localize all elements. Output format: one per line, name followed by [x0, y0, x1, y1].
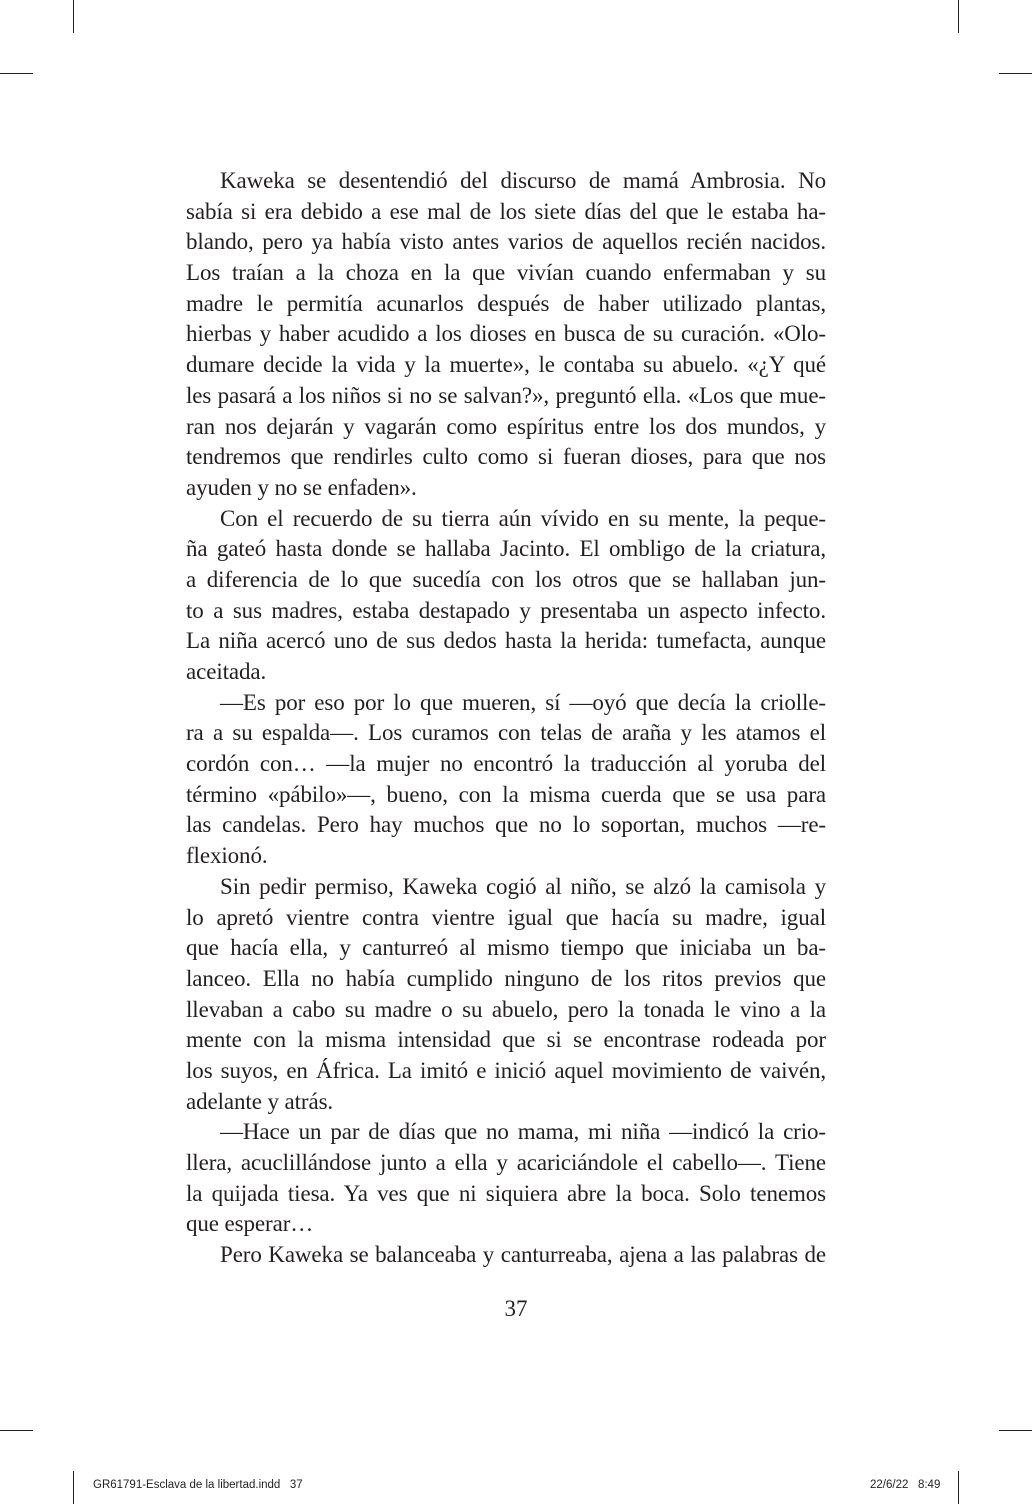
- text-line: tendremos que rendirles culto como si fueran dioses, para que nos: [186, 444, 826, 470]
- page-number: 37: [504, 1296, 528, 1321]
- text-line: —Es por eso por lo que mueren, sí —oyó que decía la criolle-: [220, 689, 826, 715]
- text-line: Kaweka se desentendió del discurso de mamá Ambrosia. No: [220, 168, 826, 193]
- text-line: les pasará a los niños si no se salvan?», preguntó ella. «Los que mue-: [186, 382, 826, 408]
- text-line: las candelas. Pero hay muchos que no lo soportan, muchos —re-: [186, 812, 826, 838]
- text-line: llera, acuclillándose junto a ella y acariciándole el cabello—. Tiene: [186, 1150, 826, 1175]
- crop-mark-top-right: [958, 0, 959, 33]
- text-line: término «pábilo»—, bueno, con la misma cuerda que se usa para: [186, 781, 826, 807]
- text-line: sabía si era debido a ese mal de los siete días del que le estaba ha-: [186, 198, 826, 224]
- text-line: cordón con… —la mujer no encontró la traducción al yoruba del: [186, 751, 826, 777]
- paragraph: [186, 1117, 826, 1240]
- text-line: la quijada tiesa. Ya ves que ni siquiera abre la boca. Solo tenemos: [186, 1180, 826, 1206]
- crop-mark-bottom-right-h: [999, 1430, 1032, 1431]
- crop-mark-bottom-left-h: [0, 1430, 33, 1431]
- body-text: [186, 166, 826, 1271]
- text-line: Pero Kaweka se balanceaba y canturreaba, ajena a las palabras de: [220, 1242, 826, 1268]
- crop-mark-bottom-left: [73, 1471, 74, 1504]
- crop-mark-top-right-h: [999, 73, 1032, 74]
- text-line: Con el recuerdo de su tierra aún vívido en su mente, la peque-: [220, 505, 826, 531]
- paragraph: [186, 1240, 826, 1271]
- text-line: llevaban a cabo su madre o su abuelo, pero la tonada le vino a la: [186, 996, 826, 1022]
- text-line: lo apretó vientre contra vientre igual que hacía su madre, igual: [186, 904, 826, 930]
- text-line: flexionó.: [186, 843, 268, 869]
- text-line: a diferencia de lo que sucedía con los otros que se hallaban jun-: [186, 566, 826, 592]
- text-line: ayuden y no se enfaden».: [186, 474, 417, 500]
- text-line: que hacía ella, y canturreó al mismo tiempo que iniciaba un ba-: [186, 935, 826, 961]
- text-line: Los traían a la choza en la que vivían cuando enfermaban y su: [186, 260, 826, 286]
- slug-file-info: GR61791-Esclava de la libertad.indd 37: [93, 1479, 303, 1491]
- paragraph: [186, 688, 826, 872]
- text-line: to a sus madres, estaba destapado y presentaba un aspecto infecto.: [186, 597, 826, 623]
- crop-mark-top-left-h: [0, 73, 33, 74]
- text-line: hierbas y haber acudido a los dioses en busca de su curación. «Olo-: [186, 321, 826, 347]
- text-line: —Hace un par de días que no mama, mi niña —indicó la crio-: [220, 1119, 826, 1145]
- text-line: adelante y atrás.: [186, 1088, 334, 1114]
- text-line: mente con la misma intensidad que si se encontrase rodeada por: [186, 1027, 826, 1053]
- paragraph: [186, 166, 826, 504]
- text-line: que esperar…: [186, 1211, 314, 1237]
- crop-mark-bottom-right: [958, 1471, 959, 1504]
- text-line: ran nos dejarán y vagarán como espíritus entre los dos mundos, y: [186, 413, 826, 439]
- crop-mark-top-left: [73, 0, 74, 33]
- text-line: blando, pero ya había visto antes varios de aquellos recién nacidos.: [186, 229, 826, 255]
- text-line: La niña acercó uno de sus dedos hasta la herida: tumefacta, aunque: [186, 628, 826, 654]
- text-line: ña gateó hasta donde se hallaba Jacinto. El ombligo de la criatura,: [186, 536, 826, 562]
- text-line: dumare decide la vida y la muerte», le contaba su abuelo. «¿Y qué: [186, 352, 826, 378]
- text-line: aceitada.: [186, 659, 267, 684]
- paragraph: [186, 504, 826, 688]
- paragraph: [186, 872, 826, 1118]
- text-line: madre le permitía acunarlos después de haber utilizado plantas,: [186, 290, 826, 316]
- text-line: ra a su espalda—. Los curamos con telas de araña y les atamos el: [186, 720, 826, 746]
- text-line: lanceo. Ella no había cumplido ninguno de los ritos previos que: [186, 965, 826, 991]
- text-line: los suyos, en África. La imitó e inició aquel movimiento de vaivén,: [186, 1057, 826, 1083]
- text-line: Sin pedir permiso, Kaweka cogió al niño, se alzó la camisola y: [220, 873, 826, 899]
- slug-datetime: 22/6/22 8:49: [870, 1479, 941, 1491]
